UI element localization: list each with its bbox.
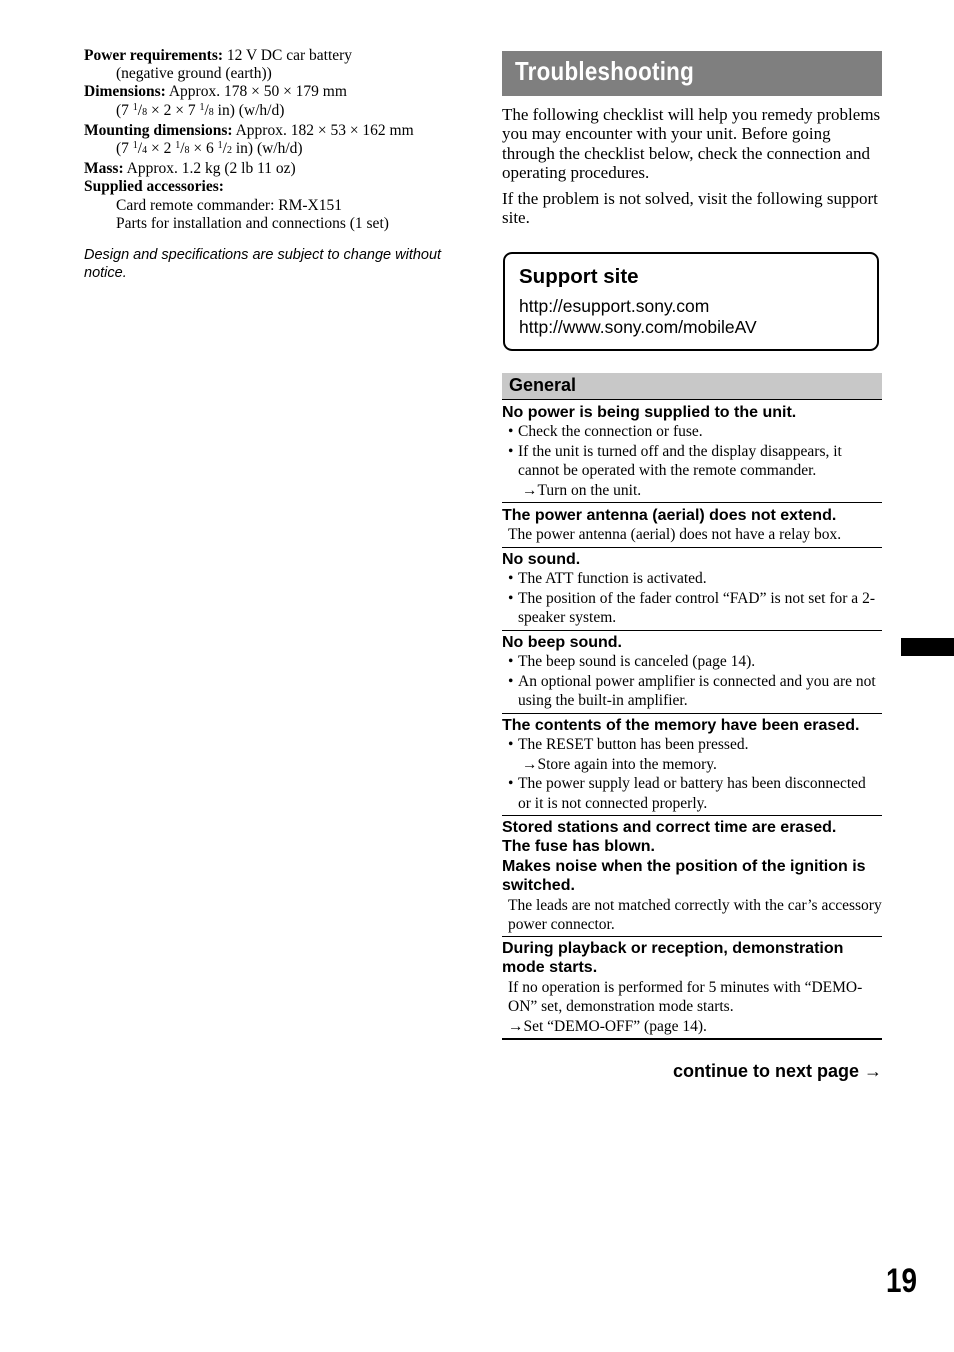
general-heading-bar: [502, 373, 882, 400]
bullet-text: The RESET button has been pressed.: [518, 736, 749, 754]
trouble-item: [502, 818, 882, 937]
bullet-item: [502, 735, 882, 755]
trouble-body: The leads are not matched correctly with the car’s accessory power connector.: [508, 896, 882, 934]
spec-value: 12 V DC car battery: [223, 47, 353, 64]
spec-accessory-item: Card remote commander: RM-X151: [116, 196, 342, 214]
disclaimer: Design and specifications are subject to change without notice.: [84, 247, 442, 282]
trouble-heading: The contents of the memory have been erased.: [502, 717, 860, 734]
trouble-item: [502, 716, 882, 816]
trouble-heading: Makes noise when the position of the ignition is switched.: [502, 857, 866, 895]
frac-num: 1: [175, 140, 181, 152]
bullet-icon: •: [508, 775, 514, 793]
intro: [502, 105, 884, 235]
page-title: Troubleshooting: [515, 56, 695, 86]
frac-den: 8: [142, 106, 148, 118]
spec-label: Dimensions:: [84, 83, 166, 101]
bullet-item: [502, 422, 882, 442]
trouble-item: [502, 939, 882, 1040]
frac-num: 1: [132, 140, 138, 152]
trouble-heading: The fuse has blown.: [502, 838, 655, 856]
frac-den: 8: [184, 145, 190, 157]
frac-part: × 6: [189, 140, 218, 158]
spec-mounting: [84, 122, 464, 140]
bullet-text: The ATT function is activated.: [518, 570, 707, 588]
spec-value: Approx. 1.2 kg (2 lb 11 oz): [123, 160, 296, 178]
bullet-text: The beep sound is canceled (page 14).: [518, 653, 756, 671]
trouble-item: [502, 403, 882, 503]
remedy-line: [502, 481, 882, 501]
trouble-heading: The power antenna (aerial) does not extend.: [502, 507, 837, 524]
specifications-block: [84, 47, 464, 233]
frac-part: × 2 × 7: [147, 101, 200, 119]
frac-den: 8: [208, 106, 214, 118]
frac-part: in) (w/h/d): [213, 101, 285, 119]
support-title: Support site: [519, 265, 639, 288]
frac-part: × 2: [147, 140, 176, 158]
trouble-heading: No sound.: [502, 551, 581, 568]
bullet-icon: •: [508, 672, 514, 690]
spec-dimensions: [84, 83, 464, 101]
bullet-icon: •: [508, 442, 514, 460]
intro-paragraph: The following checklist will help you remedy problems you may encounter with your unit. Before going through the checklist below, check the connection and operating procedures.: [502, 105, 881, 182]
chapter-tab-marker: [901, 638, 954, 656]
spec-label: Mass:: [84, 160, 124, 178]
frac-part: (7: [116, 140, 133, 158]
bullet-item: [502, 774, 882, 813]
spec-dimensions-inch: (7 $^1$/8 × 2 × 7 $^1$/8 in) (w/h/d): [116, 101, 285, 119]
remedy-text: Set “DEMO-OFF” (page 14).: [523, 1017, 707, 1035]
arrow-icon: →: [522, 755, 538, 773]
intro-paragraph: If the problem is not solved, visit the following support site.: [502, 189, 878, 228]
bullet-icon: •: [508, 423, 514, 441]
trouble-body: The power antenna (aerial) does not have a relay box.: [508, 526, 842, 544]
spec-value: Approx. 182 × 53 × 162 mm: [232, 121, 414, 139]
trouble-heading: No beep sound.: [502, 634, 622, 651]
bullet-icon: •: [508, 736, 514, 754]
remedy-line: [502, 755, 882, 775]
section-heading: General: [509, 375, 577, 395]
frac-den: 4: [142, 145, 148, 157]
bullet-text: The position of the fader control “FAD” is not set for a 2-speaker system.: [518, 589, 875, 627]
arrow-icon: →: [508, 1017, 524, 1035]
frac-num: 1: [132, 101, 138, 113]
spec-power-cont: (negative ground (earth)): [116, 65, 272, 83]
frac-den: 2: [226, 145, 232, 157]
support-link[interactable]: http://www.sony.com/mobileAV: [519, 317, 757, 337]
bullet-item: [502, 652, 882, 672]
frac-num: 1: [199, 101, 205, 113]
continue-next-page: continue to next page →: [672, 1061, 882, 1081]
trouble-heading: No power is being supplied to the unit.: [502, 404, 797, 421]
title-bar: [502, 51, 882, 96]
bullet-text: If the unit is turned off and the display disappears, it cannot be operated with the remote commander.: [518, 442, 842, 480]
spec-accessories: [84, 178, 464, 196]
support-site-box: [503, 252, 879, 351]
bullet-text: Check the connection or fuse.: [518, 423, 703, 441]
remedy-text: Turn on the unit.: [537, 481, 642, 499]
trouble-body: If no operation is performed for 5 minutes with “DEMO-ON” set, demonstration mode starts.: [508, 978, 863, 1016]
spec-label: Power requirements:: [84, 47, 224, 64]
bullet-icon: •: [508, 589, 514, 607]
trouble-item: [502, 550, 882, 631]
trouble-item: [502, 506, 882, 548]
spec-label: Supplied accessories:: [84, 178, 224, 196]
bullet-item: [502, 589, 882, 628]
arrow-icon: →: [522, 481, 538, 499]
spec-power: [84, 47, 464, 65]
trouble-heading: During playback or reception, demonstration mode starts.: [502, 940, 844, 977]
bullet-text: An optional power amplifier is connected and you are not using the built-in amplifier.: [518, 672, 876, 710]
bullet-item: [502, 672, 882, 711]
bullet-text: The power supply lead or battery has been disconnected or it is not connected properly.: [518, 775, 866, 812]
frac-part: in) (w/h/d): [231, 140, 303, 158]
spec-accessory-item: Parts for installation and connections (1 set): [116, 214, 389, 232]
spec-label: Mounting dimensions:: [84, 121, 233, 139]
page-number: 19: [886, 1262, 918, 1300]
support-link[interactable]: http://esupport.sony.com: [519, 296, 710, 316]
remedy-text: Store again into the memory.: [537, 755, 717, 773]
spec-mounting-inch: (7 $^1$/4 × 2 $^1$/8 × 6 $^1$/2 in) (w/h/d): [116, 140, 303, 158]
trouble-item: [502, 633, 882, 714]
frac-part: (7: [116, 101, 133, 119]
frac-num: 1: [217, 140, 223, 152]
bullet-item: [502, 442, 882, 481]
bullet-icon: •: [508, 570, 514, 588]
trouble-heading: Stored stations and correct time are erased.: [502, 819, 837, 836]
remedy-line: [502, 1017, 882, 1037]
spec-value: Approx. 178 × 50 × 179 mm: [165, 83, 347, 101]
bullet-icon: •: [508, 653, 514, 671]
bullet-item: [502, 569, 882, 589]
spec-mass: [84, 160, 464, 178]
